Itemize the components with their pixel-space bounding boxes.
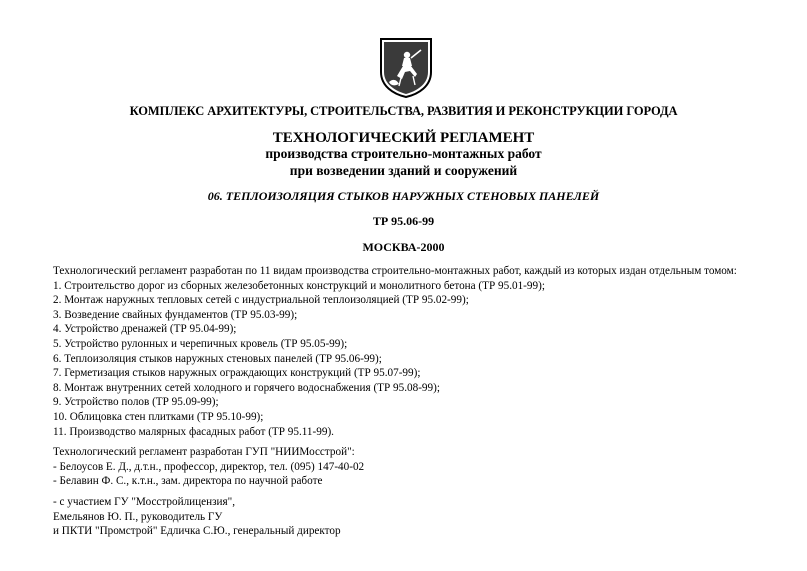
volume-list-item: 7. Герметизация стыков наружных ограждающих конструкций (ТР 95.07-99); <box>53 367 421 380</box>
participant-line: Емельянов Ю. П., руководитель ГУ <box>53 510 223 523</box>
volume-list-item: 2. Монтаж наружных тепловых сетей с индустриальной теплоизоляцией (ТР 95.02-99); <box>53 294 469 307</box>
participant-line: - с участием ГУ "Мосстройлицензия", <box>53 495 236 508</box>
document-subtitle-line-2: при возведении зданий и сооружений <box>289 163 518 178</box>
volume-list-item: 3. Возведение свайных фундаментов (ТР 95.03-99); <box>53 308 298 321</box>
document-code: ТР 95.06-99 <box>372 214 435 228</box>
volume-list-item: 4. Устройство дренажей (ТР 95.04-99); <box>53 323 237 336</box>
volume-list-item: 6. Теплоизоляция стыков наружных стеновых панелей (ТР 95.06-99); <box>53 352 382 365</box>
intro-paragraph: Технологический регламент разработан по 11 видам производства строительно-монтажных работ, каждый из которых издан отдельным томом: <box>53 265 737 277</box>
author-line: - Белавин Ф. С., к.т.н., зам. директора по научной работе <box>53 475 323 488</box>
participant-line: и ПКТИ "Промстрой" Едличка С.Ю., генеральный директор <box>53 525 341 538</box>
organization-title: КОМПЛЕКС АРХИТЕКТУРЫ, СТРОИТЕЛЬСТВА, РАЗВИТИЯ И РЕКОНСТРУКЦИИ ГОРОДА <box>129 104 678 118</box>
developer-line: Технологический регламент разработан ГУП "НИИМосстрой": <box>53 446 355 459</box>
volume-list-item: 10. Облицовка стен плитками (ТР 95.10-99); <box>53 410 264 423</box>
volume-list-item: 1. Строительство дорог из сборных железобетонных конструкций и монолитного бетона (ТР 95.01-99); <box>53 279 545 292</box>
section-title: 06. ТЕПЛОИЗОЛЯЦИЯ СТЫКОВ НАРУЖНЫХ СТЕНОВЫХ ПАНЕЛЕЙ <box>207 189 600 203</box>
document-title: ТЕХНОЛОГИЧЕСКИЙ РЕГЛАМЕНТ <box>272 130 535 146</box>
volume-list-item: 8. Монтаж внутренних сетей холодного и горячего водоснабжения (ТР 95.08-99); <box>53 381 440 394</box>
city-year: МОСКВА-2000 <box>362 240 445 254</box>
volume-list-item: 5. Устройство рулонных и черепичных кровель (ТР 95.05-99); <box>53 337 348 350</box>
volume-list-item: 11. Производство малярных фасадных работ (ТР 95.11-99). <box>53 425 334 438</box>
author-line: - Белоусов Е. Д., д.т.н., профессор, директор, тел. (095) 147-40-02 <box>53 460 365 473</box>
document-body <box>53 264 737 539</box>
volume-list-item: 9. Устройство полов (ТР 95.09-99); <box>53 396 219 409</box>
moscow-coat-of-arms-icon <box>377 36 435 98</box>
document-subtitle-line-1: производства строительно-монтажных работ <box>265 146 542 161</box>
